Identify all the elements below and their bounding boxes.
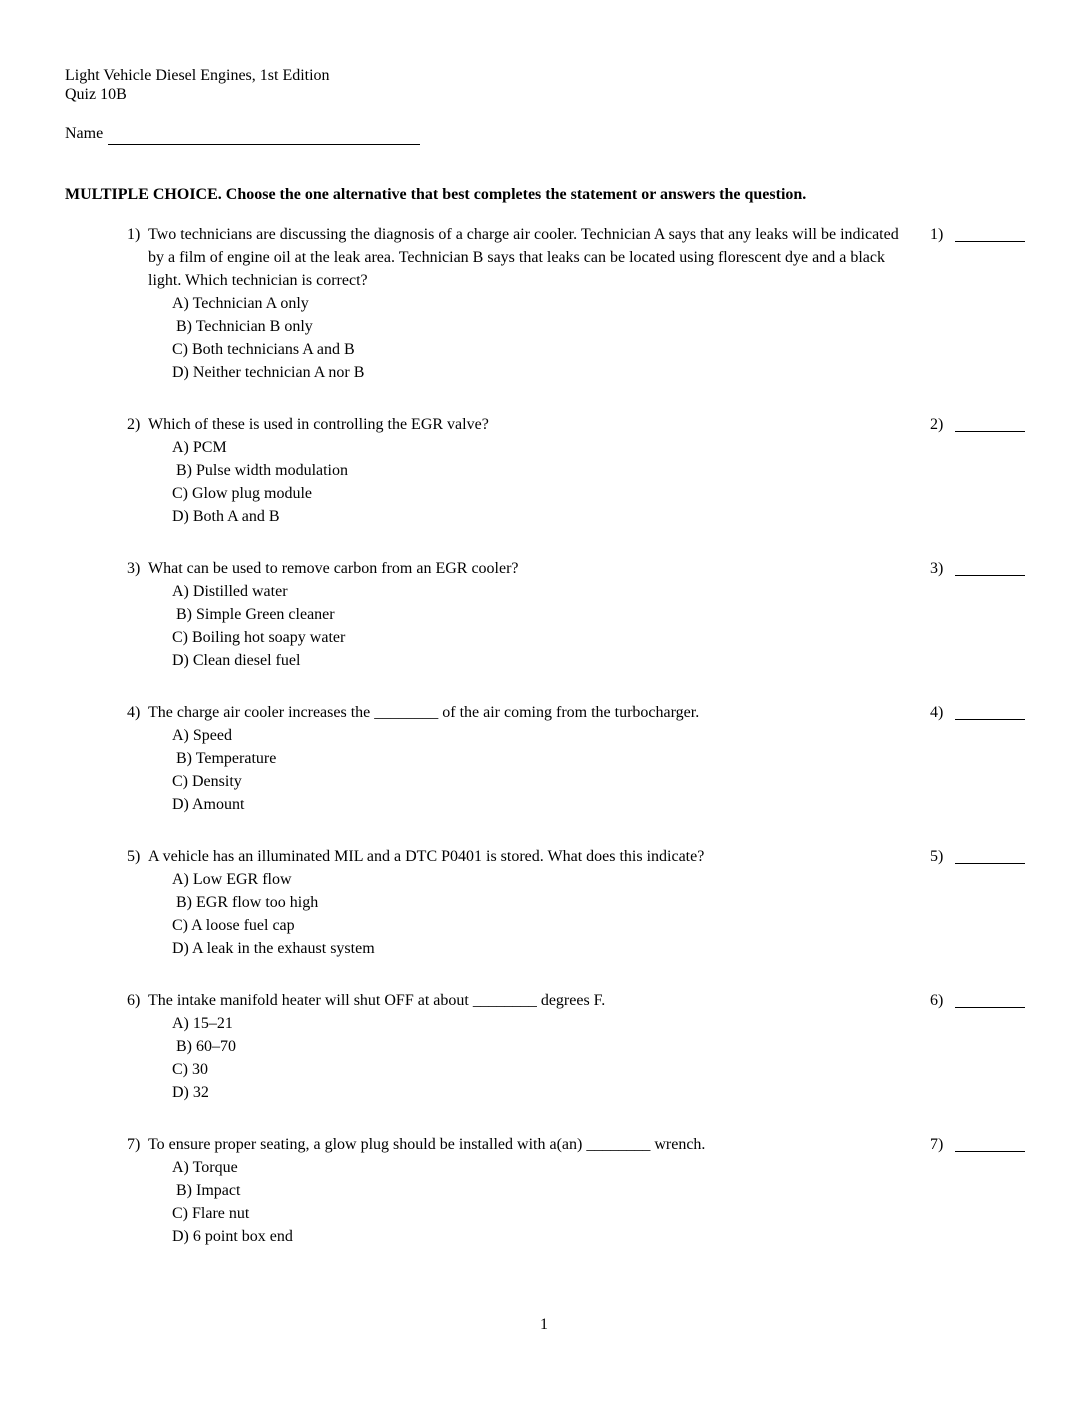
instructions: MULTIPLE CHOICE. Choose the one alternative that best completes the statement or answers the question. — [65, 186, 807, 203]
quiz-label: Quiz 10B — [65, 86, 127, 103]
answer-option[interactable]: C) 30 — [172, 1061, 208, 1078]
question-number: 7) — [127, 1136, 141, 1153]
question-text: Which of these is used in controlling the EGR valve? — [148, 416, 489, 433]
answer-option[interactable]: A) Low EGR flow — [172, 871, 292, 888]
answer-number: 7) — [930, 1136, 944, 1153]
answer-option[interactable]: B) EGR flow too high — [172, 894, 319, 911]
answer-blank[interactable] — [955, 719, 1025, 720]
question — [127, 413, 1087, 528]
question — [127, 701, 1087, 816]
answer-option[interactable]: D) 6 point box end — [172, 1228, 293, 1245]
answer-blank[interactable] — [955, 1007, 1025, 1008]
name-field[interactable] — [108, 144, 420, 145]
answer-option[interactable]: D) A leak in the exhaust system — [172, 940, 375, 957]
answer-option[interactable]: C) A loose fuel cap — [172, 917, 295, 934]
question-text: What can be used to remove carbon from an EGR cooler? — [148, 560, 519, 577]
answer-blank[interactable] — [955, 431, 1025, 432]
question — [127, 1133, 1087, 1248]
answer-option[interactable]: B) 60–70 — [172, 1038, 236, 1055]
question-text: Two technicians are discussing the diagnosis of a charge air cooler. Technician A says that any leaks will be indicated by a film of engine oil at the leak area. Technician B says that leaks can be located using florescent dye and a black light. Which technician is correct? — [148, 226, 899, 289]
question — [127, 989, 1087, 1104]
answer-option[interactable]: B) Simple Green cleaner — [172, 606, 335, 623]
answer-number: 5) — [930, 848, 944, 865]
answer-option[interactable]: A) 15–21 — [172, 1015, 233, 1032]
answer-option[interactable]: A) Distilled water — [172, 583, 288, 600]
answer-option[interactable]: C) Density — [172, 773, 242, 790]
question-number: 3) — [127, 560, 141, 577]
answer-option[interactable]: B) Temperature — [172, 750, 277, 767]
question-text: The charge air cooler increases the ________ of the air coming from the turbocharger. — [148, 704, 700, 721]
question-number: 1) — [127, 226, 141, 243]
question-text: The intake manifold heater will shut OFF at about ________ degrees F. — [148, 992, 606, 1009]
answer-number: 2) — [930, 416, 944, 433]
answer-blank[interactable] — [955, 1151, 1025, 1152]
answer-number: 4) — [930, 704, 944, 721]
answer-blank[interactable] — [955, 863, 1025, 864]
question-number: 6) — [127, 992, 141, 1009]
answer-option[interactable]: C) Both technicians A and B — [172, 341, 355, 358]
question-number: 5) — [127, 848, 141, 865]
answer-blank[interactable] — [955, 241, 1025, 242]
question — [127, 845, 1087, 960]
answer-number: 3) — [930, 560, 944, 577]
question-text: A vehicle has an illuminated MIL and a DTC P0401 is stored. What does this indicate? — [148, 848, 705, 865]
question-number: 2) — [127, 416, 141, 433]
question-number: 4) — [127, 704, 141, 721]
answer-blank[interactable] — [955, 575, 1025, 576]
question — [127, 557, 1087, 672]
answer-option[interactable]: C) Flare nut — [172, 1205, 250, 1222]
answer-option[interactable]: C) Boiling hot soapy water — [172, 629, 346, 646]
answer-option[interactable]: A) Torque — [172, 1159, 238, 1176]
answer-option[interactable]: D) Both A and B — [172, 508, 280, 525]
answer-number: 6) — [930, 992, 944, 1009]
answer-option[interactable]: D) Amount — [172, 796, 245, 813]
name-label: Name — [65, 125, 104, 142]
answer-option[interactable]: B) Pulse width modulation — [172, 462, 348, 479]
answer-number: 1) — [930, 226, 944, 243]
answer-option[interactable]: B) Impact — [172, 1182, 241, 1199]
answer-option[interactable]: D) Clean diesel fuel — [172, 652, 301, 669]
question-text: To ensure proper seating, a glow plug should be installed with a(an) ________ wrench. — [148, 1136, 706, 1153]
question-list — [127, 223, 1087, 1277]
answer-option[interactable]: D) Neither technician A nor B — [172, 364, 365, 381]
answer-option[interactable]: D) 32 — [172, 1084, 209, 1101]
answer-option[interactable]: A) Technician A only — [172, 295, 309, 312]
question — [127, 223, 1087, 384]
page-number: 1 — [540, 1316, 548, 1333]
answer-option[interactable]: A) Speed — [172, 727, 232, 744]
document-title: Light Vehicle Diesel Engines, 1st Edition — [65, 67, 330, 84]
answer-option[interactable]: C) Glow plug module — [172, 485, 312, 502]
answer-option[interactable]: B) Technician B only — [172, 318, 313, 335]
answer-option[interactable]: A) PCM — [172, 439, 227, 456]
